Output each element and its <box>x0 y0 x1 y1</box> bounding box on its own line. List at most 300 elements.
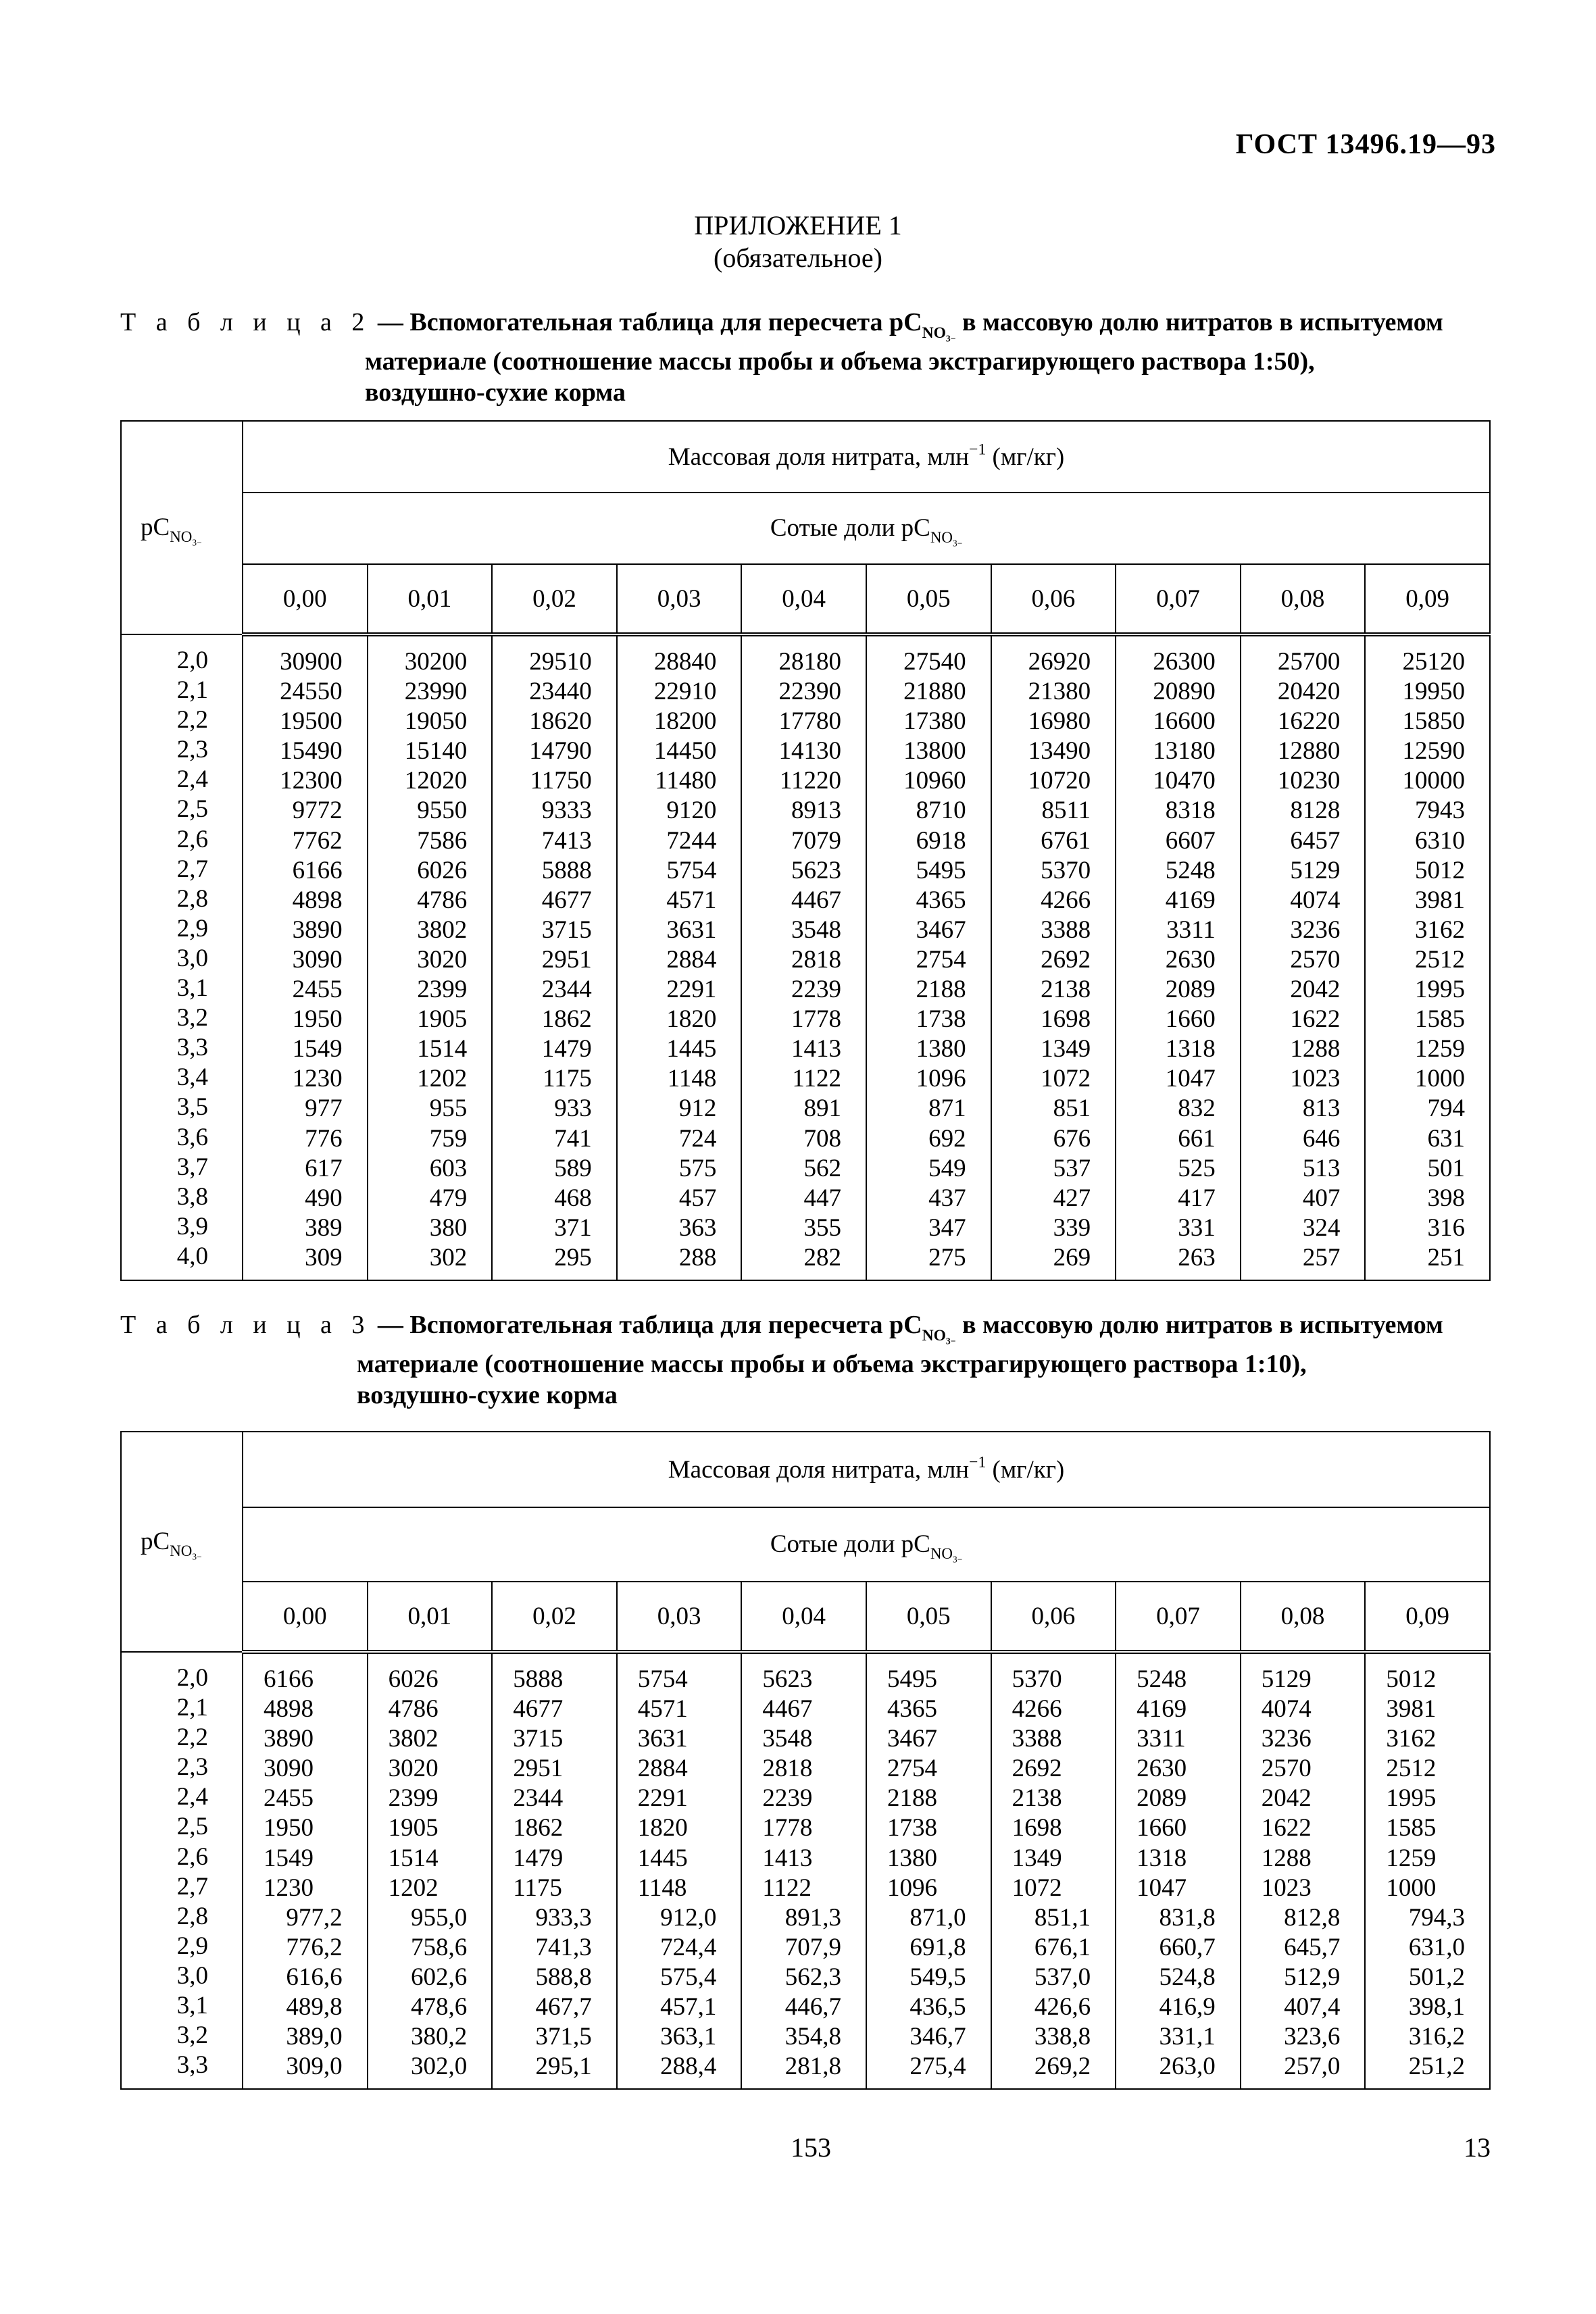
table3-cell: 776,2 <box>286 1933 343 1961</box>
table2-cell: 549 <box>928 1154 966 1182</box>
table2-cell: 269 <box>1053 1243 1091 1272</box>
table3-cell: 288,4 <box>660 2053 717 2081</box>
table3-cell: 6166 <box>264 1665 314 1693</box>
table2-cell: 19050 <box>404 707 468 736</box>
table3-cell: 4677 <box>513 1695 564 1724</box>
table3-cell: 5129 <box>1261 1665 1312 1693</box>
table3-cell: 1585 <box>1386 1814 1437 1842</box>
table2-cell: 10470 <box>1153 767 1216 795</box>
table2-pc-value: 2,1 <box>176 676 208 705</box>
table2-cell: 7586 <box>417 826 468 855</box>
table2-pc-value: 3,3 <box>176 1034 208 1062</box>
table2-cell: 10960 <box>903 767 966 795</box>
table3-value-column <box>368 1652 493 2089</box>
table2-col-header: 0,02 <box>492 564 617 634</box>
table2-cell: 490 <box>305 1184 343 1212</box>
table2-cell: 13180 <box>1153 737 1216 765</box>
table2-cell: 692 <box>928 1124 966 1153</box>
table3-cell: 1950 <box>264 1814 314 1842</box>
table3-cell: 3715 <box>513 1725 564 1753</box>
table3-cell: 1820 <box>637 1814 688 1842</box>
table3-col-header: 0,02 <box>492 1582 617 1652</box>
page-number-right: 13 <box>1464 2132 1491 2163</box>
table2-caption-continuation: материале (соотношение массы пробы и объема экстрагирующего раствора 1:50), воздушно-сухие корма <box>365 347 1315 407</box>
table2-col-header: 0,03 <box>617 564 742 634</box>
table3-cell: 741,3 <box>535 1933 592 1961</box>
table3-cell: 891,3 <box>784 1903 841 1932</box>
table2-cell: 2570 <box>1290 945 1341 974</box>
table2-cell: 14790 <box>529 737 592 765</box>
table3-cell: 1259 <box>1386 1844 1437 1872</box>
table2-cell: 525 <box>1178 1154 1216 1182</box>
table3-cell: 912,0 <box>660 1903 717 1932</box>
table2-cell: 1000 <box>1415 1065 1465 1093</box>
table2-cell: 537 <box>1053 1154 1091 1182</box>
table2-cell: 14130 <box>778 737 841 765</box>
table3-pc-column <box>121 1652 243 2089</box>
table2-cell: 5370 <box>1041 856 1091 884</box>
table2-pc-value: 2,0 <box>176 647 208 674</box>
appendix-note: (обязательное) <box>714 243 882 273</box>
table2-cell: 7244 <box>666 826 717 855</box>
table3-cell: 831,8 <box>1159 1903 1216 1932</box>
table3-cell: 3802 <box>388 1725 439 1753</box>
table2-value-column <box>1116 634 1241 1280</box>
table2-pc-value: 3,7 <box>176 1153 208 1181</box>
table2-cell: 2884 <box>666 945 717 974</box>
table2-cell: 3090 <box>292 945 343 974</box>
table2-cell: 26920 <box>1028 648 1091 676</box>
table3-value-column <box>1365 1652 1490 2089</box>
table2-cell: 380 <box>429 1213 468 1242</box>
table2-cell: 2754 <box>916 945 966 974</box>
table3-cell: 707,9 <box>784 1933 841 1961</box>
table2-cell: 1413 <box>791 1035 841 1063</box>
table2-cell: 8710 <box>916 797 966 825</box>
table2-cell: 22390 <box>778 678 841 706</box>
table2-cell: 5495 <box>916 856 966 884</box>
table2-cell: 933 <box>554 1095 592 1123</box>
table3-cell: 2455 <box>264 1784 314 1813</box>
table3-cell: 295,1 <box>535 2053 592 2081</box>
table2-cell: 30900 <box>280 648 343 676</box>
table3-cell: 1230 <box>264 1873 314 1902</box>
table3-cell: 3890 <box>264 1725 314 1753</box>
table2-cell: 4677 <box>541 886 592 914</box>
table3-cell: 3020 <box>388 1755 439 1783</box>
table2-cell: 7943 <box>1415 797 1465 825</box>
table2-cell: 457 <box>678 1184 717 1212</box>
table2-cell: 2291 <box>666 976 717 1004</box>
table3-cell: 6026 <box>388 1665 439 1693</box>
table2-cell: 324 <box>1302 1213 1341 1242</box>
table2-caption: Т а б л и ц а 2 — Вспомогательная таблица для пересчета $pC_{NO_{3-}}$ в массовую долю нитратов в испытуемом материале (соотношение массы пробы и объема экстрагирующего раствора 1:50), воздушно-сухие корма <box>120 303 1492 408</box>
table3-cell: 812,8 <box>1284 1903 1341 1932</box>
table2-pc-value: 2,7 <box>176 855 208 883</box>
table3-col-header: 0,06 <box>991 1582 1116 1652</box>
table3-cell: 2188 <box>887 1784 937 1813</box>
table2-cell: 589 <box>554 1154 592 1182</box>
table2-cell: 10230 <box>1277 767 1341 795</box>
table3-cell: 4571 <box>637 1695 688 1724</box>
table3-cell: 1318 <box>1137 1844 1187 1872</box>
table3-col-header: 0,01 <box>368 1582 493 1652</box>
table3-cell: 691,8 <box>909 1933 966 1961</box>
table2-cell: 7079 <box>791 826 841 855</box>
table2-cell: 912 <box>678 1095 717 1123</box>
table2-value-column <box>741 634 866 1280</box>
table2-value-column <box>368 634 493 1280</box>
table2-cell: 1230 <box>292 1065 343 1093</box>
table2-cell: 263 <box>1178 1243 1216 1272</box>
table2-cell: 832 <box>1178 1095 1216 1123</box>
table3 <box>120 1431 1491 2090</box>
table2-cell: 371 <box>554 1213 592 1242</box>
table2-cell: 3802 <box>417 915 468 944</box>
table2-cell: 447 <box>803 1184 841 1212</box>
table3-cell: 2399 <box>388 1784 439 1813</box>
table2-cell: 17380 <box>903 707 966 736</box>
table2-cell: 3311 <box>1166 915 1216 944</box>
table3-value-column <box>991 1652 1116 2089</box>
table2-cell: 6918 <box>916 826 966 855</box>
table2-cell: 9550 <box>417 797 468 825</box>
table2-cell: 275 <box>928 1243 966 1272</box>
table2-cell: 1122 <box>792 1065 841 1093</box>
table2-cell: 1660 <box>1165 1005 1216 1034</box>
table3-pc-value: 2,2 <box>176 1724 208 1752</box>
table3-cell: 524,8 <box>1159 1963 1216 1991</box>
table3-pc-value: 2,5 <box>176 1813 208 1841</box>
table3-cell: 4786 <box>388 1695 439 1724</box>
table2-col-header: 0,01 <box>368 564 493 634</box>
table3-cell: 5248 <box>1137 1665 1187 1693</box>
table2-cell: 676 <box>1053 1124 1091 1153</box>
table3-cell: 407,4 <box>1284 1993 1341 2021</box>
table3-cell: 4467 <box>762 1695 813 1724</box>
table2-cell: 1479 <box>541 1035 592 1063</box>
table3-caption-lead: Т а б л и ц а 3 <box>120 1311 372 1339</box>
table3-cell: 5012 <box>1386 1665 1437 1693</box>
table2-cell: 1148 <box>667 1065 717 1093</box>
table2-cell: 4898 <box>292 886 343 914</box>
table2-cell: 1047 <box>1165 1065 1216 1093</box>
table3-value-column <box>492 1652 617 2089</box>
table2-cell: 19950 <box>1402 678 1465 706</box>
table3-cell: 5623 <box>762 1665 813 1693</box>
table3-col-header: 0,07 <box>1116 1582 1241 1652</box>
table3-col-header: 0,05 <box>866 1582 991 1652</box>
table2-cell: 1995 <box>1415 976 1465 1004</box>
document-code: ГОСТ 13496.19—93 <box>1235 129 1496 160</box>
table3-cell: 1072 <box>1012 1873 1062 1902</box>
table2-cell: 1349 <box>1041 1035 1091 1063</box>
table2-cell: 4571 <box>666 886 717 914</box>
table2-cell: 562 <box>803 1154 841 1182</box>
table3-cell: 323,6 <box>1284 2023 1341 2051</box>
table3-cell: 660,7 <box>1159 1933 1216 1961</box>
table2-cell: 23440 <box>529 678 592 706</box>
table2-cell: 2692 <box>1041 945 1091 974</box>
table2-cell: 479 <box>429 1184 468 1212</box>
table2-pc-value: 3,1 <box>176 974 208 1003</box>
table2-pc-value: 2,2 <box>176 706 208 734</box>
table3-pc-value: 3,3 <box>176 2051 208 2080</box>
table3-cell: 5754 <box>637 1665 688 1693</box>
table2-cell: 302 <box>429 1243 468 1272</box>
table3-cell: 398,1 <box>1408 1993 1465 2021</box>
table3-cell: 645,7 <box>1284 1933 1341 1961</box>
table2-cell: 1622 <box>1290 1005 1341 1034</box>
table2-cell: 8318 <box>1165 797 1216 825</box>
table3-cell: 1514 <box>388 1844 439 1872</box>
table2-cell: 15490 <box>280 737 343 765</box>
table3-caption-continuation: материале (соотношение массы пробы и объема экстрагирующего раствора 1:10), воздушно-сухие корма <box>357 1350 1307 1409</box>
table3-pc-value: 2,0 <box>176 1664 208 1692</box>
table3-pc-value: 2,7 <box>176 1872 208 1901</box>
table2-pc-header: $pC_{NO_{3-}}$ <box>121 421 243 634</box>
table2-cell: 2818 <box>791 945 841 974</box>
table2-cell: 1549 <box>292 1035 343 1063</box>
table3-cell: 3090 <box>264 1755 314 1783</box>
table2-cell: 5248 <box>1165 856 1216 884</box>
table2-pc-value: 4,0 <box>176 1242 208 1270</box>
table2-cell: 794 <box>1427 1095 1465 1123</box>
table2-cell: 871 <box>928 1095 966 1123</box>
table2-cell: 8913 <box>791 797 841 825</box>
table2-cell: 3981 <box>1415 886 1465 914</box>
table2-cell: 1820 <box>666 1005 717 1034</box>
table2-value-column <box>617 634 742 1280</box>
table2-cell: 309 <box>305 1243 343 1272</box>
table2-cell: 741 <box>554 1124 592 1153</box>
table2-cell: 17780 <box>778 707 841 736</box>
table2-cell: 21380 <box>1028 678 1091 706</box>
table3-cell: 2692 <box>1012 1755 1062 1783</box>
table2-cell: 11480 <box>655 767 717 795</box>
table3-col-header: 0,09 <box>1365 1582 1490 1652</box>
table2-cell: 22910 <box>653 678 717 706</box>
table2-cell: 631 <box>1427 1124 1465 1153</box>
table2-value-column <box>492 634 617 1280</box>
table2-cell: 3467 <box>916 915 966 944</box>
table2-cell: 16220 <box>1277 707 1341 736</box>
table2-pc-value: 2,4 <box>176 765 208 794</box>
table3-cell: 263,0 <box>1159 2053 1216 2081</box>
table3-pc-value: 2,1 <box>176 1694 208 1722</box>
table2-cell: 5754 <box>666 856 717 884</box>
table2-pc-value: 3,5 <box>176 1093 208 1122</box>
table2-cell: 26300 <box>1153 648 1216 676</box>
table3-cell: 1905 <box>388 1814 439 1842</box>
table2-cell: 25700 <box>1277 648 1341 676</box>
table3-cell: 2344 <box>513 1784 564 1813</box>
table2-value-column <box>866 634 991 1280</box>
table3-cell: 316,2 <box>1408 2023 1465 2051</box>
table3-cell: 588,8 <box>535 1963 592 1991</box>
table3-cell: 1000 <box>1386 1873 1437 1902</box>
table3-pc-value: 2,8 <box>176 1902 208 1930</box>
table2-pc-value: 3,0 <box>176 944 208 972</box>
table2-cell: 5623 <box>791 856 841 884</box>
table3-cell: 1175 <box>513 1873 562 1902</box>
table2-col-header: 0,04 <box>741 564 866 634</box>
table3-cell: 1445 <box>637 1844 688 1872</box>
table2-cell: 12880 <box>1277 737 1341 765</box>
table2-cell: 6026 <box>417 856 468 884</box>
table2-cell: 1950 <box>292 1005 343 1034</box>
table2-cell: 1175 <box>543 1065 592 1093</box>
table2-cell: 282 <box>803 1243 841 1272</box>
table2-cell: 11750 <box>530 767 592 795</box>
table3-cell: 4074 <box>1261 1695 1312 1724</box>
table3-cell: 1288 <box>1261 1844 1312 1872</box>
table2-cell: 21880 <box>903 678 966 706</box>
table2-cell: 5888 <box>541 856 592 884</box>
table3-cell: 2042 <box>1261 1784 1312 1813</box>
table2-cell: 13800 <box>903 737 966 765</box>
table3-cell: 1738 <box>887 1814 937 1842</box>
table2-cell: 1905 <box>417 1005 468 1034</box>
table3-cell: 2138 <box>1012 1784 1062 1813</box>
table2-cell: 1023 <box>1290 1065 1341 1093</box>
table2-cell: 29510 <box>529 648 592 676</box>
table2-cell: 575 <box>678 1154 717 1182</box>
table2-cell: 16980 <box>1028 707 1091 736</box>
table2-cell: 9772 <box>292 797 343 825</box>
table3-col-header: 0,08 <box>1241 1582 1366 1652</box>
table3-value-column <box>1116 1652 1241 2089</box>
table3-cell: 1549 <box>264 1844 314 1872</box>
table3-cell: 4898 <box>264 1695 314 1724</box>
table2-cell: 16600 <box>1153 707 1216 736</box>
table2-cell: 468 <box>554 1184 592 1212</box>
table2-cell: 2138 <box>1041 976 1091 1004</box>
table2-caption-text: Вспомогательная таблица для пересчета pC <box>409 308 922 336</box>
table3-col-header: 0,04 <box>741 1582 866 1652</box>
table3-cell: 2570 <box>1261 1755 1312 1783</box>
table3-value-column <box>866 1652 991 2089</box>
table2-cell: 437 <box>928 1184 966 1212</box>
table3-cell: 3467 <box>887 1725 937 1753</box>
table2-cell: 977 <box>305 1095 343 1123</box>
table2-cell: 28840 <box>653 648 717 676</box>
table3-caption-text: Вспомогательная таблица для пересчета pC <box>409 1311 922 1339</box>
table2-cell: 12300 <box>280 767 343 795</box>
table2-cell: 14450 <box>653 737 717 765</box>
table3-cell: 4169 <box>1137 1695 1187 1724</box>
table2-value-column <box>243 634 368 1280</box>
appendix-heading <box>0 209 1596 274</box>
table2-cell: 15850 <box>1402 707 1465 736</box>
table3-cell: 1479 <box>513 1844 564 1872</box>
table2-cell: 8511 <box>1041 797 1091 825</box>
table2-cell: 813 <box>1302 1095 1341 1123</box>
table2-cell: 3890 <box>292 915 343 944</box>
table3-cell: 1413 <box>762 1844 813 1872</box>
table2-cell: 661 <box>1178 1124 1216 1153</box>
table3-cell: 338,8 <box>1034 2023 1091 2051</box>
table3-cell: 436,5 <box>909 1993 966 2021</box>
table2-pc-value: 3,9 <box>176 1212 208 1240</box>
table2-caption-lead: Т а б л и ц а 2 <box>120 308 372 336</box>
table2-cell: 1318 <box>1165 1035 1216 1063</box>
table2-cell: 12590 <box>1402 737 1465 765</box>
table3-cell: 501,2 <box>1408 1963 1465 1991</box>
table3-cell: 3981 <box>1386 1695 1437 1724</box>
table2-header-sub: Сотые доли $pC_{NO_{3-}}$ <box>243 493 1490 564</box>
table3-cell: 5888 <box>513 1665 564 1693</box>
table2-cell: 24550 <box>280 678 343 706</box>
table2-col-header: 0,08 <box>1241 564 1366 634</box>
table2-cell: 1585 <box>1415 1005 1465 1034</box>
table2-cell: 1698 <box>1041 1005 1091 1034</box>
table3-cell: 549,5 <box>909 1963 966 1991</box>
table2-cell: 3715 <box>541 915 592 944</box>
table2-cell: 501 <box>1427 1154 1465 1182</box>
table2-pc-value: 3,4 <box>176 1063 208 1092</box>
table3-pc-value: 3,1 <box>176 1992 208 2020</box>
table3-cell: 1622 <box>1261 1814 1312 1842</box>
table2-pc-value: 2,6 <box>176 825 208 853</box>
table2-cell: 389 <box>305 1213 343 1242</box>
table2-cell: 646 <box>1302 1124 1341 1153</box>
table3-cell: 512,9 <box>1284 1963 1341 1991</box>
table2-cell: 27540 <box>903 648 966 676</box>
table2-cell: 1738 <box>916 1005 966 1034</box>
table3-header-main: Массовая доля нитрата, млн$^{-1}$ (мг/кг) <box>243 1432 1490 1507</box>
table2-cell: 4786 <box>417 886 468 914</box>
table3-cell: 1202 <box>388 1873 439 1902</box>
table2-cell: 1380 <box>916 1035 966 1063</box>
table3-cell: 977,2 <box>286 1903 343 1932</box>
table2-pc-value: 2,9 <box>176 914 208 942</box>
table2-cell: 776 <box>305 1124 343 1153</box>
table3-header-sub: Сотые доли $pC_{NO_{3-}}$ <box>243 1507 1490 1582</box>
table3-cell: 1122 <box>762 1873 812 1902</box>
table3-cell: 457,1 <box>660 1993 717 2021</box>
table2-cell: 339 <box>1053 1213 1091 1242</box>
table3-cell: 2754 <box>887 1755 937 1783</box>
table3-cell: 302,0 <box>410 2053 468 2081</box>
table3-cell: 275,4 <box>909 2053 966 2081</box>
table2-pc-value: 3,6 <box>176 1123 208 1151</box>
table2-cell: 724 <box>678 1124 717 1153</box>
table2-cell: 6166 <box>292 856 343 884</box>
table2-cell: 2188 <box>916 976 966 1004</box>
table3-cell: 1023 <box>1261 1873 1312 1902</box>
table3-cell: 3631 <box>637 1725 688 1753</box>
table2-cell: 3236 <box>1290 915 1341 944</box>
table2-cell: 708 <box>803 1124 841 1153</box>
table2-cell: 15140 <box>404 737 468 765</box>
table2-cell: 1259 <box>1415 1035 1465 1063</box>
table2-cell: 4467 <box>791 886 841 914</box>
table3-cell: 4365 <box>887 1695 937 1724</box>
table3-cell: 331,1 <box>1159 2023 1216 2051</box>
table2-cell: 3162 <box>1415 915 1465 944</box>
table3-cell: 2951 <box>513 1755 564 1783</box>
table3-cell: 426,6 <box>1034 1993 1091 2021</box>
table2-col-header: 0,00 <box>243 564 368 634</box>
table2-cell: 407 <box>1302 1184 1341 1212</box>
table3-cell: 371,5 <box>535 2023 592 2051</box>
table2-cell: 7762 <box>292 826 343 855</box>
table3-value-column <box>1241 1652 1366 2089</box>
table2-cell: 5012 <box>1415 856 1465 884</box>
table3-cell: 562,3 <box>784 1963 841 1991</box>
table2-value-column <box>991 634 1116 1280</box>
